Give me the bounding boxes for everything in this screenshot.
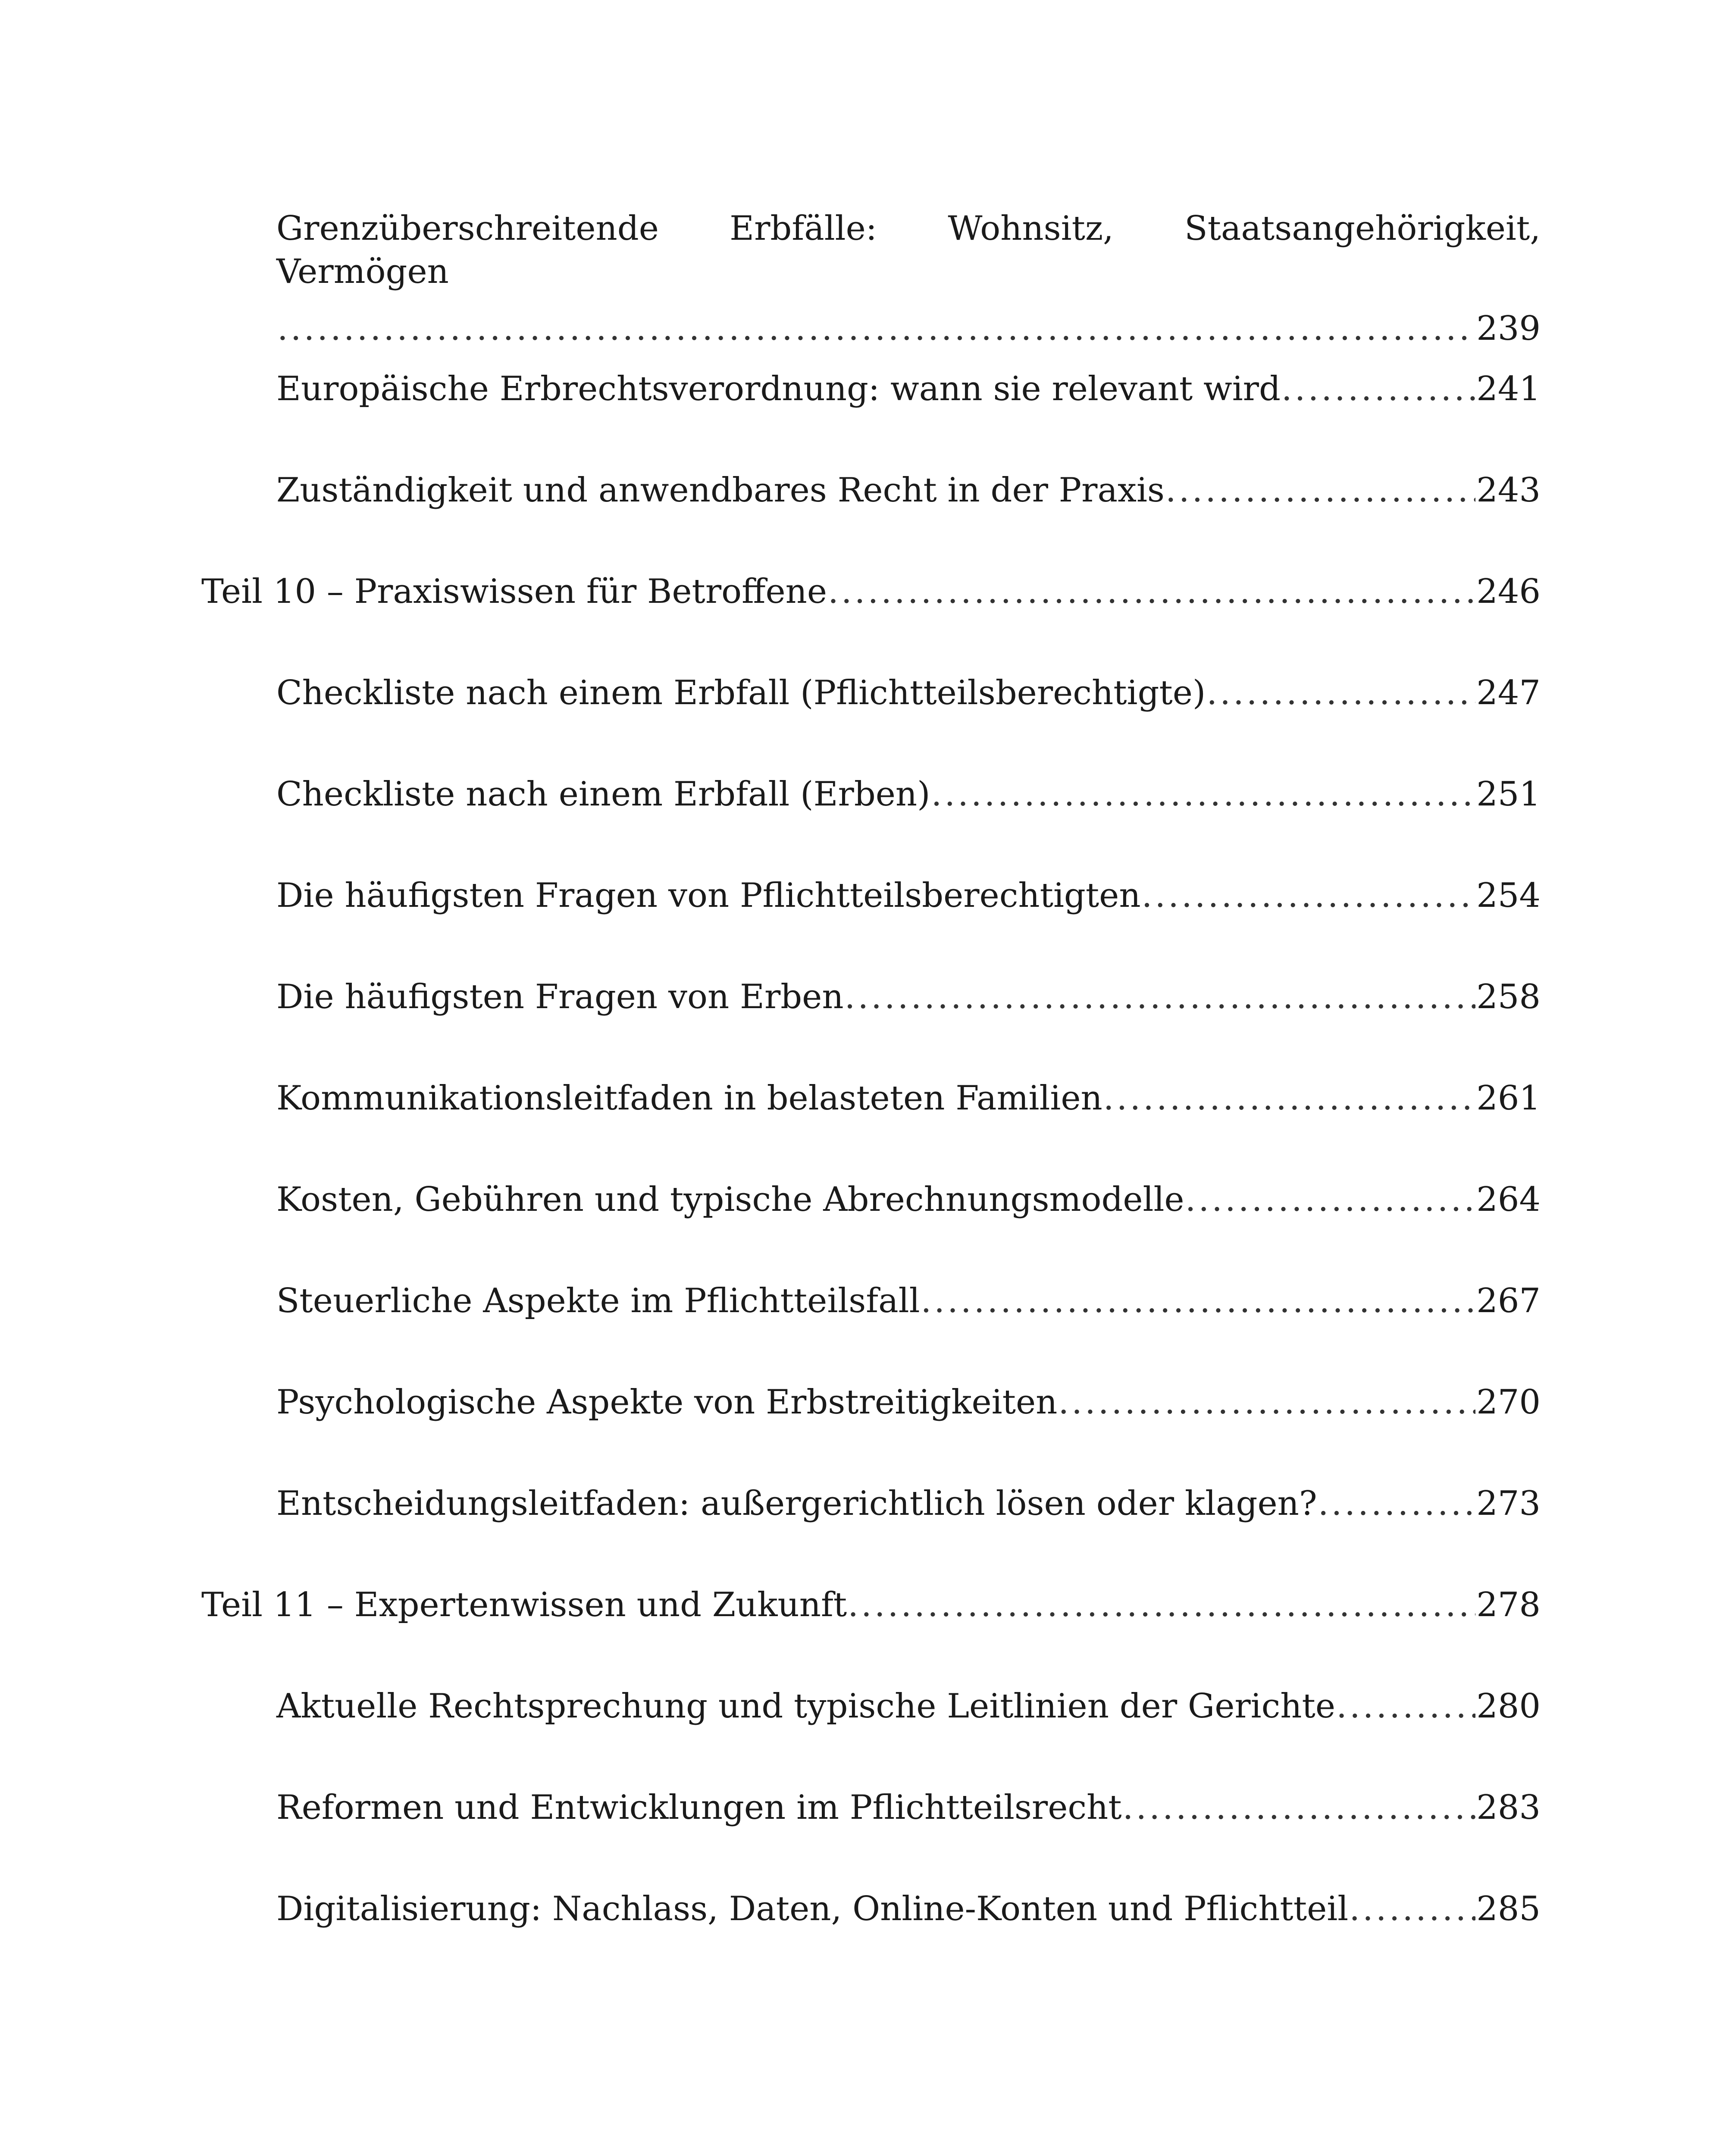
- toc-entry-page: 254: [1476, 876, 1541, 915]
- toc-entry: [276, 1685, 1541, 1728]
- toc-entry: [276, 773, 1541, 816]
- dot-leader: [931, 773, 1476, 816]
- toc-entry-title: Steuerliche Aspekte im Pflichtteilsfall: [276, 1282, 920, 1320]
- toc-part-entry: [201, 570, 1541, 613]
- toc-entry-page: 267: [1476, 1282, 1541, 1320]
- toc-entry: [276, 1887, 1541, 1930]
- toc-entry-title: Psychologische Aspekte von Erbstreitigkeiten: [276, 1383, 1058, 1422]
- dot-leader: [848, 1583, 1475, 1626]
- toc-entry-title: Kommunikationsleitfaden in belasteten Familien: [276, 1079, 1102, 1118]
- toc-entry-title: Reformen und Entwicklungen im Pflichtteilsrecht: [276, 1788, 1122, 1827]
- toc-entry-title: Checkliste nach einem Erbfall (Erben): [276, 775, 930, 814]
- dot-leader: [1185, 1178, 1476, 1221]
- toc-entry-page: 285: [1476, 1890, 1541, 1928]
- dot-leader: [1281, 367, 1475, 411]
- toc-part-entry: [201, 1583, 1541, 1626]
- toc-entry-title: Die häufigsten Fragen von Erben: [276, 978, 844, 1016]
- toc-entry: [276, 1786, 1541, 1829]
- toc-entry-title: Aktuelle Rechtsprechung und typische Leitlinien der Gerichte: [276, 1687, 1336, 1726]
- toc-entry: [276, 874, 1541, 917]
- toc-entry: [276, 1482, 1541, 1525]
- toc-entry-page: 278: [1476, 1586, 1541, 1624]
- toc-entry: [276, 1381, 1541, 1424]
- toc-entry-page: 247: [1476, 674, 1541, 712]
- dot-leader: [921, 1279, 1476, 1322]
- dot-leader: [1103, 1077, 1475, 1120]
- dot-leader: [828, 570, 1475, 613]
- toc-entry-title: Teil 10 – Praxiswissen für Betroffene: [201, 572, 827, 611]
- toc-entry-page: 251: [1476, 775, 1541, 814]
- toc-entry-page: 280: [1476, 1687, 1541, 1726]
- toc-entry-page: 258: [1476, 978, 1541, 1016]
- dot-leader: [845, 975, 1476, 1018]
- toc-entry-page: 243: [1476, 471, 1541, 510]
- dot-leader: [1165, 469, 1475, 512]
- dot-leader: [1349, 1887, 1475, 1930]
- toc-entry-page: 241: [1476, 370, 1541, 408]
- dot-leader: [1318, 1482, 1475, 1525]
- toc-entry: [276, 1279, 1541, 1322]
- dot-leader: [1336, 1685, 1475, 1728]
- toc-entry-title: Grenzüberschreitende Erbfälle: Wohnsitz, Staatsangehörigkeit, Vermögen: [276, 209, 1541, 291]
- toc-entry-title: Teil 11 – Expertenwissen und Zukunft: [201, 1586, 847, 1624]
- toc-entry-page: 283: [1476, 1788, 1541, 1827]
- toc-entry-title: Checkliste nach einem Erbfall (Pflichtteilsberechtigte): [276, 674, 1206, 712]
- toc-entry-title: Die häufigsten Fragen von Pflichtteilsberechtigten: [276, 876, 1141, 915]
- dot-leader: [1142, 874, 1476, 917]
- toc-entry-title: Entscheidungsleitfaden: außergerichtlich lösen oder klagen?: [276, 1484, 1317, 1523]
- toc-entry-title: Kosten, Gebühren und typische Abrechnungsmodelle: [276, 1180, 1184, 1219]
- dot-leader: [1123, 1786, 1475, 1829]
- toc-entry: [276, 1077, 1541, 1120]
- toc-entry-title: Zuständigkeit und anwendbares Recht in der Praxis: [276, 471, 1165, 510]
- toc-entry-title: Europäische Erbrechtsverordnung: wann sie relevant wird: [276, 370, 1281, 408]
- toc-entry-page: 246: [1476, 572, 1541, 611]
- toc-entry-page: 273: [1476, 1484, 1541, 1523]
- toc-entry: [276, 1178, 1541, 1221]
- dot-leader: [1206, 671, 1475, 714]
- dot-leader: [1058, 1381, 1475, 1424]
- toc-entry: [276, 671, 1541, 714]
- toc-entry-page: 239: [1476, 309, 1541, 348]
- toc-entry: [276, 469, 1541, 512]
- toc-entry: [276, 975, 1541, 1018]
- dot-leader: [277, 307, 1475, 350]
- toc-entry-title: Digitalisierung: Nachlass, Daten, Online-Konten und Pflichtteil: [276, 1890, 1349, 1928]
- toc-entry-page: 261: [1476, 1079, 1541, 1118]
- toc-entry-page: 264: [1476, 1180, 1541, 1219]
- toc-entry: [276, 367, 1541, 411]
- toc-entry-page: 270: [1476, 1383, 1541, 1422]
- toc-entry: [276, 207, 1541, 348]
